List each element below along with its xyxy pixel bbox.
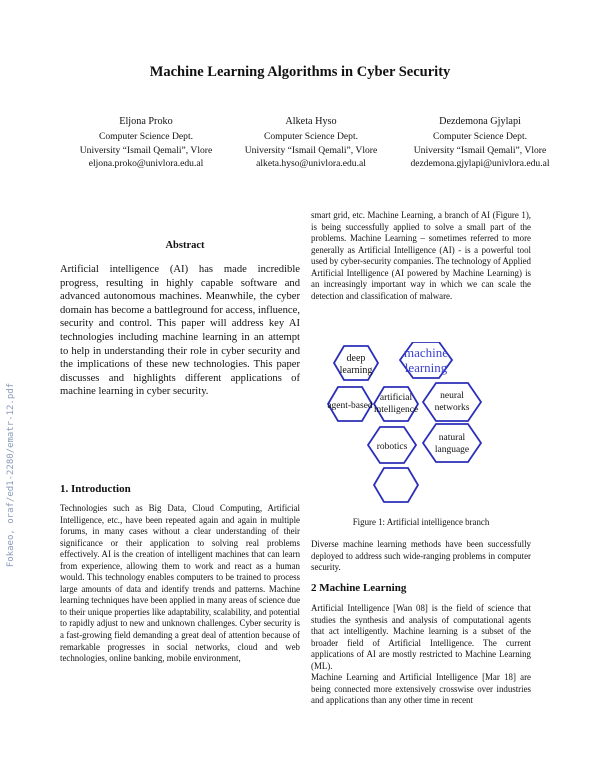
section-2-paragraph-1: Artificial Intelligence [Wan 08] is the field of science that studies the synthesis and analysis of computational agents that act intelligently. Machine learning is a subset of the broader field of Artificial Intelligence. The current applications of AI are mostly restricted to Machine Learning (ML). [311, 603, 531, 671]
hex-label-learning: learning [339, 365, 373, 376]
ai-branch-hexagon-figure [322, 342, 522, 504]
paper-title: Machine Learning Algorithms in Cyber Security [149, 64, 451, 80]
author-university: University “Ismail Qemali”, Vlore [79, 144, 213, 156]
author-name: Dezdemona Gjylapi [439, 116, 521, 127]
hex-label-language: language [434, 445, 470, 455]
author-email: eljona.proko@univlora.edu.al [88, 158, 204, 170]
arxiv-stamp-text: Fokaeo, oraf/ed1-2280/ematr-12.pdf [6, 382, 16, 568]
hex-label-natural: natural [438, 433, 466, 443]
abstract-heading: Abstract [165, 240, 205, 251]
right-column-continuation [311, 210, 531, 302]
section-1-heading: 1. Introduction [60, 483, 131, 495]
author-block-3 [387, 115, 573, 171]
hex-label-agent-based: agent-based [327, 401, 373, 411]
section-1-paragraph: Technologies such as Big Data, Cloud Computing, Artificial Intelligence, etc., have been repeated again and again in multiple forums, in many cases without a clear understanding of their significance or their application to solving real problems effectively. AI is the creation of intelligent machines that can learn from experience, allowing them to work and react as a human would. This technology enables computers to be trained to process large amounts of data and identify trends and patterns. Machine learning techniques have been applied in many areas of science due to their unique properties like adaptability, scalability, and potential to rapidly adjust to new and unknown challenges. Cyber security is a fast-growing field demanding a great deal of attention because of remarkable progresses in social networks, cloud and web technologies, online banking, mobile environment, [60, 503, 301, 664]
section-2-paragraph-2: Machine Learning and Artificial Intelligence [Mar 18] are being connected more extensively crosswise over industries and applications than any other time in recent [311, 672, 531, 706]
after-figure-text [311, 539, 531, 574]
hex-label-neural: neural [440, 391, 464, 401]
hex-label-intelligence: intelligence [373, 405, 419, 415]
author-name: Eljona Proko [119, 116, 173, 127]
hex-label-learning2: learning [404, 360, 448, 375]
hex-empty-bottom [374, 468, 418, 502]
author-name: Alketa Hyso [285, 116, 337, 127]
hex-label-networks: networks [434, 403, 470, 413]
hex-label-robotics: robotics [376, 442, 408, 452]
figure-caption: Figure 1: Artificial intelligence branch [352, 517, 490, 527]
section-1-body [60, 503, 300, 665]
author-block-2 [221, 115, 401, 171]
abstract-body: Artificial intelligence (AI) has made incredible progress, resulting in highly capable software and advanced autonomous machines. Meanwhile, the cyber domain has become a battleground for access, influence, security and control. This paper will address key AI technologies including machine learning in an attempt to help in understanding their role in cyber security and the implications of these new technologies. This paper discusses and highlights different applications of machine learning in cyber security. [60, 264, 300, 398]
hex-label-artificial: artificial [379, 393, 413, 403]
author-dept: Computer Science Dept. [98, 131, 194, 143]
hex-label-machine: machine [403, 345, 449, 360]
hex-natural-language [423, 424, 481, 462]
author-block-1 [56, 115, 236, 171]
after-figure-paragraph: Diverse machine learning methods have been successfully deployed to address such wide-ranging problems in computer security. [311, 539, 531, 573]
continuation-paragraph: smart grid, etc. Machine Learning, a branch of AI (Figure 1), is being successfully applied to solve a small part of the problems. Machine Learning – sometimes referred to more generally as Artificial Intelligence (AI) - is a powerful tool used by cyber-security companies. The technology of Applied Artificial Intelligence (AI powered by Machine Learning) is an increasingly important way in which we can scale the detection and classification of malware. [311, 210, 531, 301]
section-2-body [311, 603, 531, 707]
author-university: University “Ismail Qemali”, Vlore [244, 144, 378, 156]
hex-label-deep: deep [346, 353, 366, 364]
author-university: University “Ismail Qemali”, Vlore [413, 144, 547, 156]
author-dept: Computer Science Dept. [432, 131, 528, 143]
hex-neural-networks [423, 383, 481, 421]
author-email: alketa.hyso@univlora.edu.al [256, 158, 366, 170]
section-2-heading: 2 Machine Learning [311, 582, 407, 594]
author-dept: Computer Science Dept. [263, 131, 359, 143]
arxiv-sidebar-stamp [0, 360, 22, 590]
author-email: dezdemona.gjylapi@univlora.edu.al [410, 158, 550, 170]
